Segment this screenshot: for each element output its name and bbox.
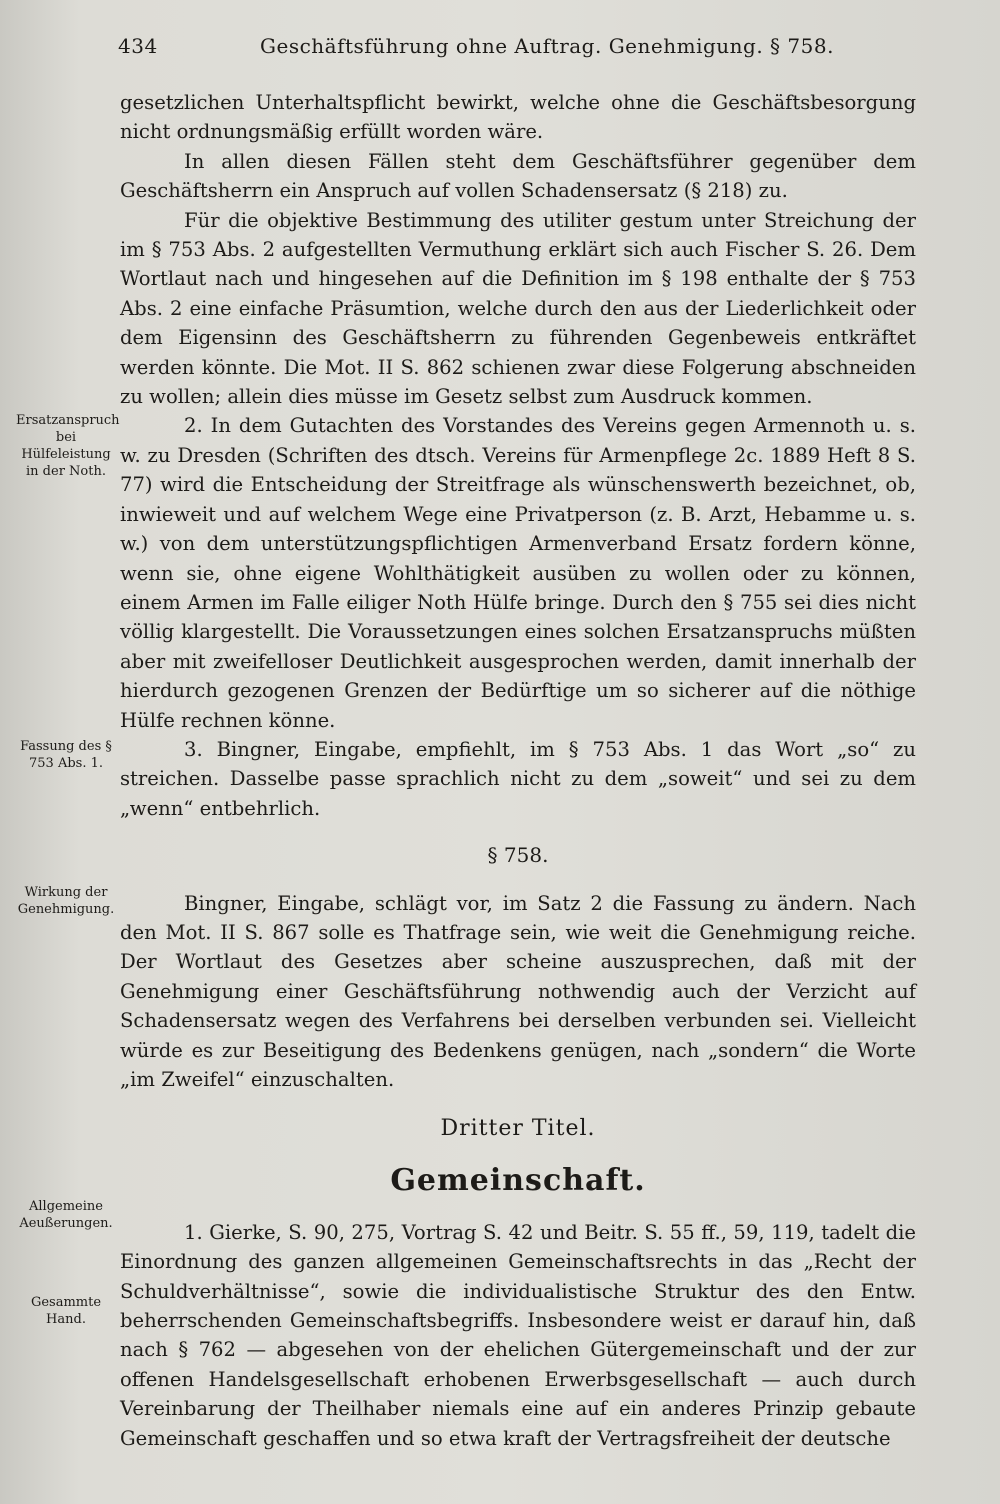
paragraph-3: Für die objektive Bestimmung des utiliter gestum unter Streichung der im § 753 Abs. 2 aufgestellten Vermuthung erklärt sich auch Fischer S. 26. Dem Wortlaut nach und hingesehen auf die Definition im § 198 enthalte der § 753 Abs. 2 eine einfache Präsumtion, welche durch den aus der Liederlichkeit oder dem Eigensinn des Geschäftsherrn zu führenden Gegenbeweis entkräftet werden könnte. Die Mot. II S. 862 schienen zwar diese Folgerung abschneiden zu wollen; allein dies müsse im Gesetz selbst zum Ausdruck kommen. (120, 208, 916, 409)
running-title: Geschäftsführung ohne Auftrag. Genehmigung. § 758. (260, 34, 834, 58)
margin-note-gesammte-hand: Gesammte Hand. (30, 1295, 102, 1327)
margin-note-wirkung: Wirkung der Genehmigung. (17, 885, 115, 917)
paragraph-7: 1. Gierke, S. 90, 275, Vortrag S. 42 und Beitr. S. 55 ff., 59, 119, tadelt die Einordnung des ganzen allgemeinen Gemeinschaftsrechts in das „Recht der Schuldverhältnisse“, sowie die individualistische Struktur des den Entw. beherrschenden Gemeinschaftsbegriffs. Insbesondere weist er darauf hin, daß nach § 762 — abgesehen von der ehelichen Gütergemeinschaft und der zur offenen Handelsgesellschaft erhobenen Erwerbsgesellschaft — auch durch Vereinbarung der Theilhaber niemals eine auf ein anderes Prinzip gebaute Gemeinschaft geschaffen und so etwa kraft der Vertragsfreiheit der deutsche (120, 1220, 916, 1450)
paragraph-2: In allen diesen Fällen steht dem Geschäftsführer gegenüber dem Geschäftsherrn ein Anspruch auf vollen Schadensersatz (§ 218) zu. (120, 149, 916, 203)
spacer (120, 1144, 916, 1162)
spacer (120, 871, 916, 889)
page-number: 434 (118, 34, 158, 58)
spacer (120, 1200, 916, 1218)
section-heading: § 758. (487, 843, 549, 868)
page-header (118, 30, 908, 66)
spacer (120, 1094, 916, 1114)
part-title: Gemeinschaft. (390, 1162, 646, 1198)
paragraph-6: Bingner, Eingabe, schlägt vor, im Satz 2 die Fassung zu ändern. Nach den Mot. II S. 867 solle es Thatfrage sein, wie weit die Genehmigung reiche. Der Wortlaut des Gesetzes aber scheine auszusprechen, daß mit der Genehmigung einer Geschäftsführung nothwendig auch der Verzicht auf Schadensersatz wegen des Verfahrens bei derselben verbunden sei. Vielleicht würde es zur Beseitigung des Bedenkens genügen, nach „sondern“ die Worte „im Zweifel“ einzuschalten. (120, 891, 916, 1091)
margin-note-ersatzanspruch: Ersatzanspruch bei Hülfeleistung in der Noth. (16, 413, 120, 479)
paragraph-1: gesetzlichen Unterhaltspflicht bewirkt, welche ohne die Geschäftsbesorgung nicht ordnungsmäßig erfüllt worden wäre. (120, 91, 916, 144)
paragraph-4: 2. In dem Gutachten des Vorstandes des Vereins gegen Armennoth u. s. w. zu Dresden (Schriften des dtsch. Vereins für Armenpflege 2c. 1889 Heft 8 S. 77) wird die Entscheidung der Streitfrage als wünschenswerth bezeichnet, ob, inwieweit und auf welchem Wege eine Privatperson (z. B. Arzt, Hebamme u. s. w.) von dem unterstützungspflichtigen Armenverband Ersatz fordern könne, wenn sie, ohne eigene Wohlthätigkeit ausüben zu wollen oder zu können, einem Armen im Falle eiliger Noth Hülfe bringe. Durch den § 755 sei dies nicht völlig klargestellt. Die Voraussetzungen eines solchen Ersatzanspruchs müßten aber mit zweifelloser Deutlichkeit ausgesprochen werden, damit innerhalb der hierdurch gezogenen Grenzen der Bedürftige um so sicherer auf die nöthige Hülfe rechnen könne. (120, 414, 916, 732)
margin-note-allgemeine: Allgemeine Aeußerungen. (19, 1199, 113, 1231)
spacer (120, 823, 916, 841)
margin-note-fassung: Fassung des § 753 Abs. 1. (20, 739, 112, 771)
part-subtitle: Dritter Titel. (440, 1116, 596, 1142)
main-text (120, 88, 916, 1453)
paragraph-5: 3. Bingner, Eingabe, empfiehlt, im § 753 Abs. 1 das Wort „so“ zu streichen. Dasselbe passe sprachlich nicht zu dem „soweit“ und sei zu dem „wenn“ entbehrlich. (120, 737, 916, 820)
